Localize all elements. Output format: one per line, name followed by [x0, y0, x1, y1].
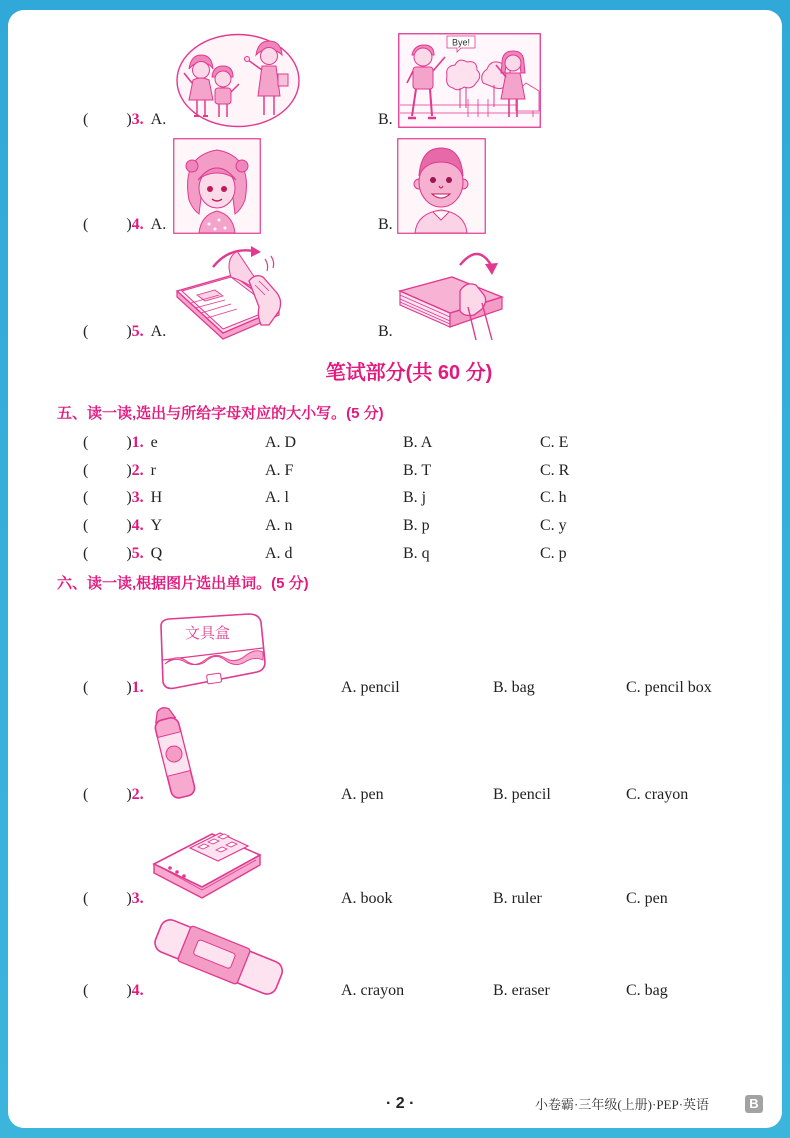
section-6-question-3 [83, 889, 144, 909]
option-c: C. pen [626, 890, 668, 907]
option-b-label: B. [378, 323, 393, 340]
question-number: 2. [131, 462, 144, 479]
question-number: 4. [131, 517, 144, 534]
option-a: A. D [265, 434, 297, 451]
given-letter: Q [150, 545, 163, 562]
answer-blank[interactable] [88, 518, 126, 534]
option-a: A. l [265, 489, 289, 506]
option-b: B. bag [493, 679, 535, 696]
option-b: B. T [403, 462, 432, 479]
section-6-heading: 六、读一读,根据图片选出单词。(5 分) [57, 575, 309, 592]
option-b: B. q [403, 545, 430, 562]
option-c: C. pencil box [626, 679, 712, 696]
answer-bracket-open: ( [83, 679, 89, 696]
option-b: B. A [403, 434, 433, 451]
answer-bracket-close: ) [126, 679, 132, 696]
option-a: A. crayon [341, 982, 405, 999]
answer-bracket-close: ) [126, 111, 132, 128]
given-letter: H [150, 489, 163, 506]
answer-bracket-close: ) [126, 545, 132, 562]
section-5-question-4 [83, 516, 162, 536]
listening-question-3 [83, 110, 166, 130]
edition-badge: B [745, 1095, 763, 1113]
answer-bracket-close: ) [126, 323, 132, 340]
listening-question-4 [83, 215, 166, 235]
answer-bracket-open: ( [83, 111, 89, 128]
question-number: 1. [131, 434, 144, 451]
answer-bracket-open: ( [83, 434, 89, 451]
section-6-question-2 [83, 785, 144, 805]
option-a: A. book [341, 890, 393, 907]
answer-blank[interactable] [88, 680, 126, 696]
question-number: 3. [131, 111, 144, 128]
answer-bracket-close: ) [126, 216, 132, 233]
option-a: A. n [265, 517, 293, 534]
option-c: C. p [540, 545, 567, 562]
option-a: A. F [265, 462, 294, 479]
section-5-question-1 [83, 433, 158, 453]
opening-book-illustration [175, 245, 287, 341]
option-b: B. j [403, 489, 427, 506]
answer-bracket-open: ( [83, 786, 89, 803]
option-c: C. bag [626, 982, 668, 999]
answer-blank[interactable] [88, 324, 126, 340]
option-c: C. R [540, 462, 570, 479]
option-c: C. E [540, 434, 569, 451]
answer-bracket-open: ( [83, 323, 89, 340]
section-5-heading: 五、读一读,选出与所给字母对应的大小写。(5 分) [57, 405, 384, 422]
answer-bracket-open: ( [83, 216, 89, 233]
answer-blank[interactable] [88, 435, 126, 451]
section-5-question-3 [83, 488, 162, 508]
answer-blank[interactable] [88, 217, 126, 233]
given-letter: Y [150, 517, 163, 534]
section-6-question-1 [83, 678, 144, 698]
paper-sheet [8, 10, 782, 1128]
answer-blank[interactable] [88, 546, 126, 562]
section-5-question-5 [83, 544, 162, 564]
option-a-label: A. [150, 323, 167, 340]
written-section-title: 笔试部分(共 60 分) [325, 362, 493, 384]
question-number: 3. [131, 890, 144, 907]
kids-waving-to-teacher-illustration [175, 33, 301, 128]
option-a: A. pen [341, 786, 384, 803]
option-b: B. eraser [493, 982, 550, 999]
answer-bracket-close: ) [126, 489, 132, 506]
option-b: B. ruler [493, 890, 542, 907]
option-b-label: B. [378, 216, 393, 233]
question-number: 4. [131, 982, 144, 999]
book-box-illustration [150, 818, 264, 902]
question-number: 5. [131, 323, 144, 340]
option-a: A. pencil [341, 679, 400, 696]
listening-question-5 [83, 322, 166, 342]
answer-bracket-open: ( [83, 517, 89, 534]
option-c: C. y [540, 517, 567, 534]
children-saying-bye-illustration [398, 33, 541, 128]
given-letter: e [150, 434, 158, 451]
answer-bracket-close: ) [126, 517, 132, 534]
answer-bracket-open: ( [83, 890, 89, 907]
answer-blank[interactable] [88, 112, 126, 128]
pencil-box-label-text: 文具盒 [185, 624, 231, 642]
question-number: 2. [131, 786, 144, 803]
page-number: · 2 · [386, 1095, 415, 1112]
closing-book-illustration [398, 245, 506, 341]
answer-bracket-open: ( [83, 462, 89, 479]
answer-bracket-open: ( [83, 489, 89, 506]
speech-bubble-text: Bye! [451, 37, 471, 48]
answer-bracket-open: ( [83, 545, 89, 562]
pencil-box-illustration [155, 612, 267, 694]
option-a: A. d [265, 545, 293, 562]
answer-bracket-open: ( [83, 982, 89, 999]
answer-bracket-close: ) [126, 434, 132, 451]
question-number: 4. [131, 216, 144, 233]
question-number: 3. [131, 489, 144, 506]
option-a-label: A. [150, 111, 167, 128]
option-b-label: B. [378, 111, 393, 128]
option-b: B. p [403, 517, 430, 534]
option-b: B. pencil [493, 786, 551, 803]
answer-blank[interactable] [88, 983, 126, 999]
crayon-illustration [150, 704, 198, 802]
answer-bracket-close: ) [126, 462, 132, 479]
question-number: 5. [131, 545, 144, 562]
option-c: C. h [540, 489, 567, 506]
eraser-illustration [148, 912, 290, 1000]
answer-bracket-close: ) [126, 786, 132, 803]
boy-portrait-illustration [397, 138, 486, 234]
answer-blank[interactable] [88, 490, 126, 506]
section-6-question-4 [83, 981, 144, 1001]
option-a-label: A. [150, 216, 167, 233]
answer-blank[interactable] [88, 891, 126, 907]
question-number: 1. [131, 679, 144, 696]
answer-blank[interactable] [88, 463, 126, 479]
girl-portrait-illustration [173, 138, 261, 234]
answer-bracket-close: ) [126, 982, 132, 999]
answer-blank[interactable] [88, 787, 126, 803]
answer-bracket-close: ) [126, 890, 132, 907]
option-c: C. crayon [626, 786, 689, 803]
series-title: 小卷霸·三年级(上册)·PEP·英语 [535, 1097, 710, 1112]
section-5-question-2 [83, 461, 156, 481]
given-letter: r [150, 462, 156, 479]
